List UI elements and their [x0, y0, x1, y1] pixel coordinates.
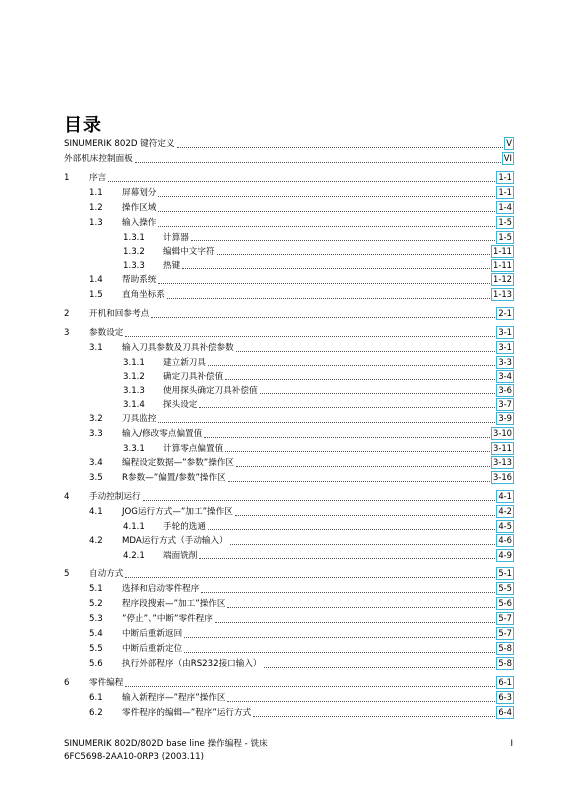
- toc-dot-leader: [236, 465, 490, 467]
- footer-product-line: SINUMERIK 802D/802D base line 操作编程 - 铣床: [64, 739, 268, 749]
- toc-entry-title: 刀具监控: [122, 414, 157, 424]
- toc-entry-title: 探头设定: [163, 400, 198, 410]
- toc-entry-title: 执行外部程序（由RS232接口输入）: [122, 659, 262, 669]
- toc-entry[interactable]: [64, 456, 514, 471]
- toc-dot-leader: [227, 606, 495, 608]
- toc-dot-leader: [264, 666, 496, 668]
- toc-entry[interactable]: [64, 706, 514, 721]
- toc-dot-leader: [204, 436, 490, 438]
- toc-page-link[interactable]: 4-2: [498, 506, 512, 516]
- toc-entry-number: 4.1.1: [123, 522, 145, 532]
- toc-entry[interactable]: [64, 505, 514, 520]
- toc-page-link[interactable]: 1-1: [498, 172, 512, 182]
- toc-dot-leader: [217, 253, 490, 255]
- toc-entry-title: 外部机床控制面板: [64, 154, 133, 164]
- toc-entry-number: 3.3.1: [123, 444, 145, 454]
- toc-dot-leader: [167, 297, 490, 299]
- toc-entry-title: 输入/修改零点偏置值: [122, 429, 203, 439]
- toc-entry[interactable]: [64, 384, 514, 398]
- toc-page-link[interactable]: 3-13: [492, 457, 512, 467]
- toc-page-link[interactable]: 1-11: [492, 246, 512, 256]
- toc-entry-number: 1.3.1: [123, 233, 145, 243]
- toc-dot-leader: [184, 636, 495, 638]
- toc-entry-title: 自动方式: [89, 569, 124, 579]
- toc-entry-number: 3: [64, 328, 70, 338]
- toc-page-link[interactable]: 4-5: [498, 521, 512, 531]
- toc-entry[interactable]: [64, 259, 514, 273]
- footer-page-number: I: [510, 739, 513, 749]
- toc-entry-title: 端面铣削: [163, 551, 198, 561]
- toc-dot-leader: [230, 543, 496, 545]
- toc-entry[interactable]: [64, 427, 514, 442]
- toc-entry-number: 1.5: [89, 290, 103, 300]
- toc-entry[interactable]: [64, 356, 514, 370]
- toc-dot-leader: [225, 450, 490, 452]
- toc-dot-leader: [253, 715, 495, 717]
- toc-entry-title: 屏幕划分: [122, 188, 157, 198]
- toc-page-link[interactable]: 5-8: [498, 643, 512, 653]
- toc-dot-leader: [125, 685, 495, 687]
- toc-page-link[interactable]: 1-1: [498, 187, 512, 197]
- toc-dot-leader: [199, 557, 495, 559]
- toc-entry[interactable]: [64, 307, 514, 322]
- toc-entry-number: 5.6: [89, 659, 103, 669]
- toc-entry-number: 3.5: [89, 473, 103, 483]
- toc-dot-leader: [191, 239, 496, 241]
- toc-dot-leader: [108, 180, 495, 182]
- toc-page-link[interactable]: 3-10: [492, 428, 512, 438]
- toc-entry[interactable]: [64, 627, 514, 642]
- toc-page-link[interactable]: 3-1: [498, 342, 512, 352]
- toc-entry[interactable]: [64, 326, 514, 341]
- toc-dot-leader: [182, 267, 490, 269]
- toc-entry[interactable]: [64, 612, 514, 627]
- toc-dot-leader: [225, 378, 495, 380]
- toc-entry-number: 3.1.1: [123, 358, 145, 368]
- toc-entry[interactable]: [64, 442, 514, 456]
- toc-page-link[interactable]: 1-4: [498, 202, 512, 212]
- toc-page-link[interactable]: VI: [503, 153, 512, 163]
- toc-page-link[interactable]: 1-5: [498, 232, 512, 242]
- toc-entry-title: 编辑中文字符: [163, 247, 215, 257]
- toc-page-link[interactable]: 6-4: [498, 707, 512, 717]
- toc-entry[interactable]: [64, 657, 514, 672]
- toc-entry[interactable]: [64, 676, 514, 691]
- toc-entry[interactable]: [64, 567, 514, 582]
- toc-page-link[interactable]: 3-9: [498, 413, 512, 423]
- toc-dot-leader: [135, 161, 501, 163]
- toc-page-link[interactable]: 3-4: [498, 371, 512, 381]
- toc-entry[interactable]: [64, 370, 514, 384]
- toc-dot-leader: [208, 364, 495, 366]
- toc-entry-title: 计算零点偏置值: [163, 444, 224, 454]
- toc-entry-number: 5.5: [89, 644, 103, 654]
- toc-page-link[interactable]: 4-9: [498, 550, 512, 560]
- toc-entry[interactable]: [64, 171, 514, 186]
- toc-entry[interactable]: [64, 245, 514, 259]
- toc-dot-leader: [227, 700, 495, 702]
- toc-page-link[interactable]: 6-3: [498, 692, 512, 702]
- toc-entry[interactable]: [64, 642, 514, 657]
- toc-page-link[interactable]: 3-3: [498, 357, 512, 367]
- toc-entry-number: 1.3.2: [123, 247, 145, 257]
- toc-dot-leader: [236, 350, 496, 352]
- toc-entry[interactable]: [64, 582, 514, 597]
- toc-page-link[interactable]: 4-6: [498, 535, 512, 545]
- toc-page-link[interactable]: 3-6: [498, 385, 512, 395]
- toc-entry[interactable]: [64, 201, 514, 216]
- toc-entry-number: 5.3: [89, 614, 103, 624]
- toc-entry-title: ”停止”、”中断”零件程序: [122, 614, 213, 624]
- toc-entry-number: 6: [64, 678, 70, 688]
- toc-page-link[interactable]: 5-7: [498, 613, 512, 623]
- toc-entry-number: 1.2: [89, 203, 103, 213]
- toc-page-link[interactable]: 5-5: [498, 583, 512, 593]
- toc-entry-title: 热键: [163, 261, 181, 271]
- toc-entry[interactable]: [64, 412, 514, 427]
- toc-dot-leader: [125, 576, 495, 578]
- toc-entry-title: 输入新程序—”程序”操作区: [122, 693, 226, 703]
- toc-entry-number: 4.2: [89, 536, 103, 546]
- toc-entry-number: 3.4: [89, 458, 103, 468]
- toc-entry-number: 5.2: [89, 599, 103, 609]
- toc-dot-leader: [201, 591, 495, 593]
- toc-entry[interactable]: [64, 490, 514, 505]
- toc-entry-title: 中断后重新返回: [122, 629, 183, 639]
- toc-entry-title: 输入操作: [122, 218, 157, 228]
- toc-entry-number: 5.1: [89, 584, 103, 594]
- toc-entry-title: MDA运行方式（手动输入）: [122, 536, 228, 546]
- toc-entry-number: 4.2.1: [123, 551, 145, 561]
- footer-order-number: 6FC5698-2AA10-0RP3 (2003.11): [64, 752, 204, 762]
- toc-entry-number: 3.2: [89, 414, 103, 424]
- toc-entry-title: 选择和启动零件程序: [122, 584, 200, 594]
- toc-dot-leader: [199, 406, 495, 408]
- toc-dot-leader: [228, 480, 490, 482]
- toc-dot-leader: [158, 421, 495, 423]
- toc-entry[interactable]: [64, 186, 514, 201]
- toc-entry-number: 2: [64, 309, 70, 319]
- toc-entry-title: 序言: [89, 173, 107, 183]
- toc-page-link[interactable]: 3-1: [498, 327, 512, 337]
- toc-entry[interactable]: [64, 549, 514, 563]
- toc-dot-leader: [151, 316, 495, 318]
- toc-page-link[interactable]: 3-16: [492, 472, 512, 482]
- toc-entry-title: 编程设定数据—”参数”操作区: [122, 458, 235, 468]
- toc-entry-number: 6.1: [89, 693, 103, 703]
- toc-entry-title: 输入刀具参数及刀具补偿参数: [122, 343, 234, 353]
- toc-entry-title: 操作区域: [122, 203, 157, 213]
- toc-entry-number: 4.1: [89, 507, 103, 517]
- toc-entry-title: SINUMERIK 802D 键符定义: [64, 139, 175, 149]
- toc-dot-leader: [260, 392, 496, 394]
- toc-entry[interactable]: [64, 471, 514, 486]
- toc-entry-number: 6.2: [89, 708, 103, 718]
- toc-entry-title: 开机和回参考点: [89, 309, 150, 319]
- toc-entry-title: 建立新刀具: [163, 358, 206, 368]
- toc-dot-leader: [215, 621, 495, 623]
- toc-page-link[interactable]: 1-5: [498, 217, 512, 227]
- toc-entry-title: R参数—”偏置/参数”操作区: [122, 473, 226, 483]
- toc-entry-title: 手轮的选通: [163, 522, 206, 532]
- toc-entry-title: 直角坐标系: [122, 290, 165, 300]
- toc-dot-leader: [125, 335, 495, 337]
- toc-page-link[interactable]: 3-11: [492, 443, 512, 453]
- toc-page-link[interactable]: 1-12: [492, 274, 512, 284]
- toc-page-link[interactable]: 5-1: [498, 568, 512, 578]
- toc-entry-number: 5: [64, 569, 70, 579]
- toc-dot-leader: [235, 514, 496, 516]
- toc-page-link[interactable]: 2-1: [498, 308, 512, 318]
- toc-page-link[interactable]: 3-7: [498, 399, 512, 409]
- toc-dot-leader: [158, 210, 495, 212]
- toc-entry[interactable]: [64, 534, 514, 549]
- toc-page-link[interactable]: 5-8: [498, 658, 512, 668]
- toc-page-link[interactable]: 4-1: [498, 491, 512, 501]
- toc-entry[interactable]: [64, 520, 514, 534]
- toc-entry-title: 手动控制运行: [89, 492, 141, 502]
- toc-entry[interactable]: [64, 398, 514, 412]
- toc-entry-number: 1.3.3: [123, 261, 145, 271]
- toc-entry[interactable]: [64, 597, 514, 612]
- toc-entry-title: 程序段搜索—”加工”操作区: [122, 599, 226, 609]
- toc-entry-number: 3.1: [89, 343, 103, 353]
- toc-entry-title: 参数设定: [89, 328, 124, 338]
- toc-page-link[interactable]: 6-1: [498, 677, 512, 687]
- toc-entry-number: 4: [64, 492, 70, 502]
- toc-page-link[interactable]: 5-7: [498, 628, 512, 638]
- page-footer: [64, 738, 514, 764]
- toc-entry-number: 5.4: [89, 629, 103, 639]
- toc-entry-number: 3.3: [89, 429, 103, 439]
- toc-entry[interactable]: [64, 691, 514, 706]
- toc-dot-leader: [208, 528, 495, 530]
- toc-entry-number: 1.3: [89, 218, 103, 228]
- toc-entry[interactable]: [64, 288, 514, 303]
- toc-entry-title: 中断后重新定位: [122, 644, 183, 654]
- toc-dot-leader: [184, 651, 495, 653]
- toc-entry[interactable]: [64, 341, 514, 356]
- toc-entry-title: 计算器: [163, 233, 189, 243]
- toc-page-link[interactable]: V: [506, 138, 512, 148]
- table-of-contents: [64, 137, 514, 721]
- toc-dot-leader: [177, 146, 504, 148]
- toc-entry-title: 帮助系统: [122, 275, 157, 285]
- toc-entry-title: 使用探头确定刀具补偿值: [163, 386, 258, 396]
- toc-entry-number: 1.1: [89, 188, 103, 198]
- toc-page-link[interactable]: 1-13: [492, 289, 512, 299]
- toc-entry[interactable]: [64, 152, 514, 167]
- toc-entry[interactable]: [64, 216, 514, 231]
- toc-entry-number: 1: [64, 173, 70, 183]
- toc-dot-leader: [143, 499, 496, 501]
- toc-entry[interactable]: [64, 231, 514, 245]
- toc-dot-leader: [158, 195, 495, 197]
- toc-entry-number: 3.1.2: [123, 372, 145, 382]
- toc-dot-leader: [158, 225, 495, 227]
- toc-entry-number: 3.1.3: [123, 386, 145, 396]
- toc-entry[interactable]: [64, 137, 514, 152]
- toc-entry-title: 确定刀具补偿值: [163, 372, 224, 382]
- toc-entry-title: 零件程序的编辑—”程序”运行方式: [122, 708, 252, 718]
- page-title: 目录: [64, 115, 102, 136]
- toc-page-link[interactable]: 5-6: [498, 598, 512, 608]
- toc-entry-number: 3.1.4: [123, 400, 145, 410]
- toc-entry-number: 1.4: [89, 275, 103, 285]
- toc-dot-leader: [158, 282, 490, 284]
- toc-entry-title: 零件编程: [89, 678, 124, 688]
- toc-entry-title: JOG运行方式—”加工”操作区: [122, 507, 233, 517]
- toc-page-link[interactable]: 1-11: [492, 260, 512, 270]
- toc-entry[interactable]: [64, 273, 514, 288]
